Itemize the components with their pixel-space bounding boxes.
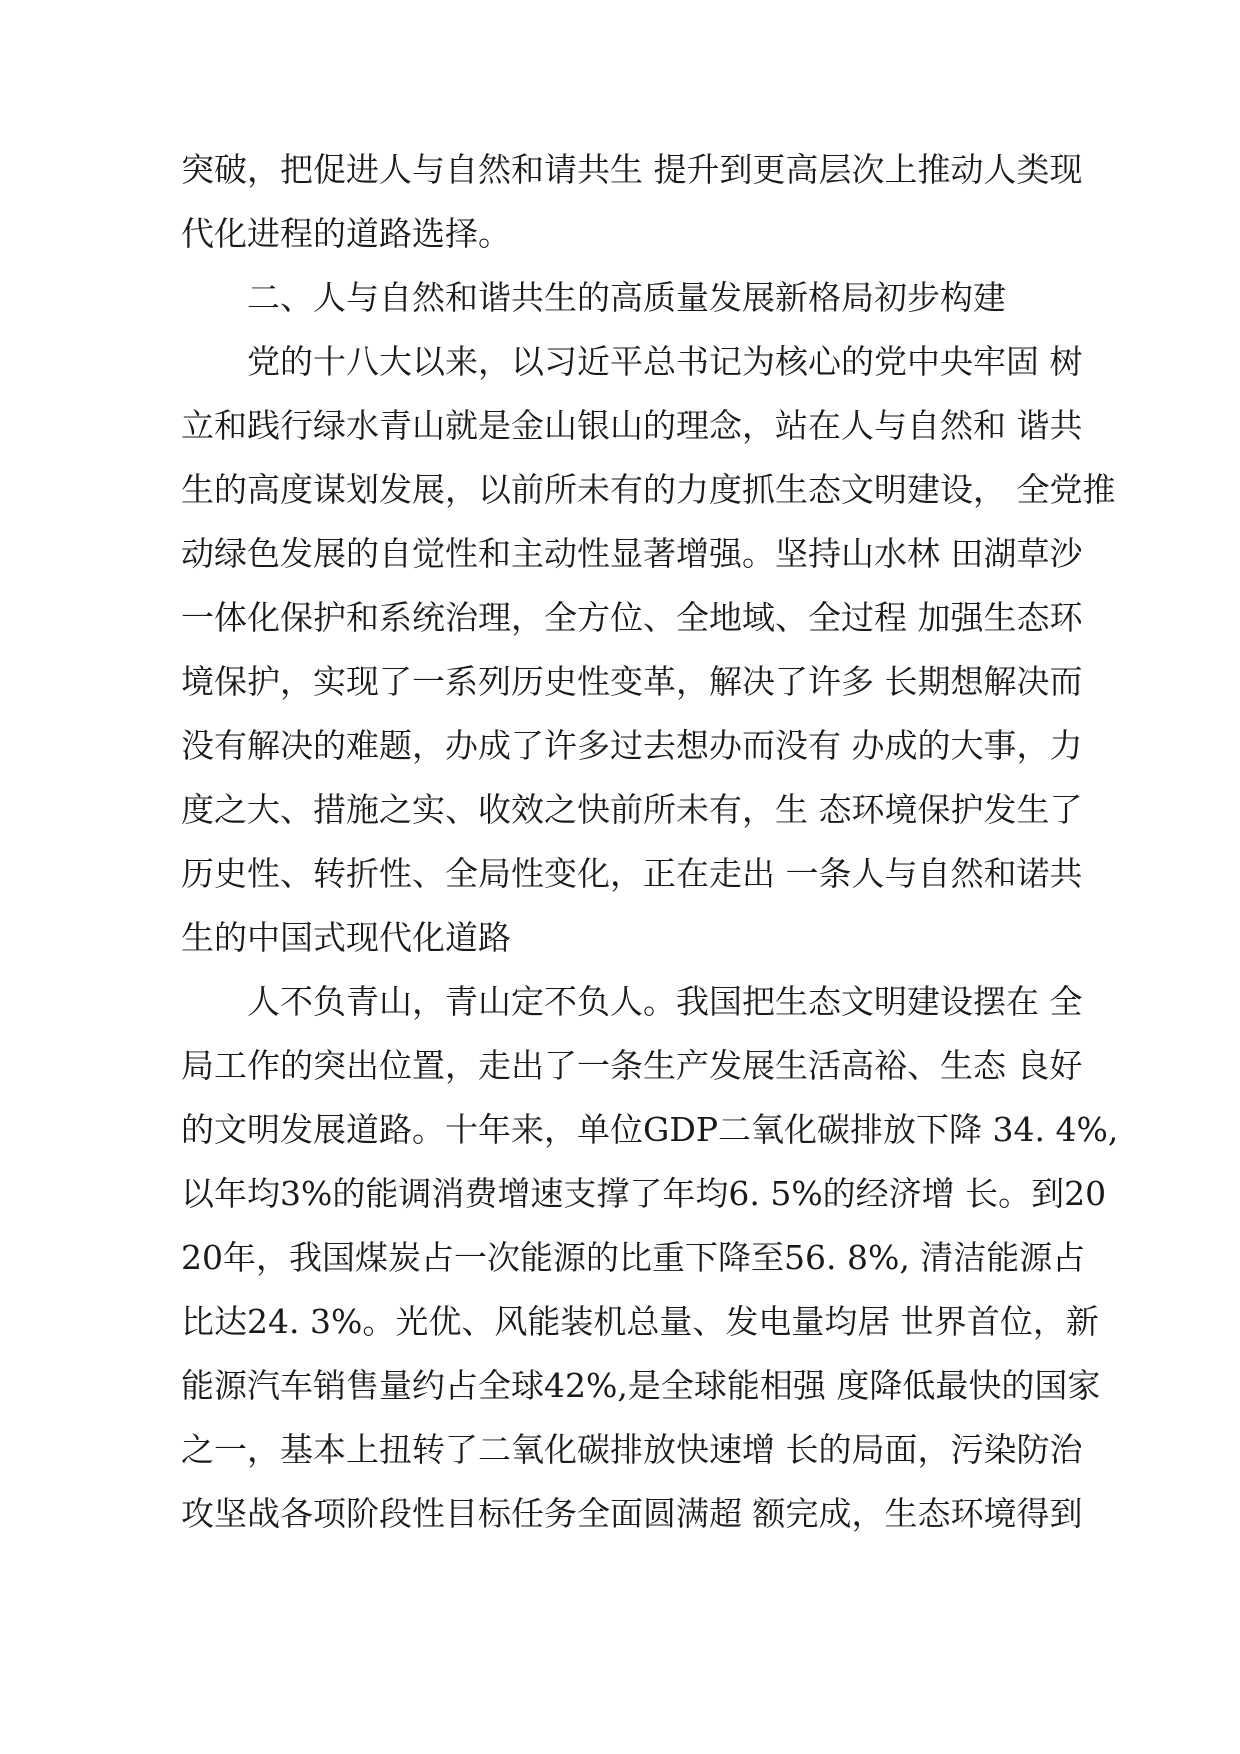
text-line: 生的中国式现代化道路: [181, 918, 511, 957]
text-line: 比达24. 3%。光优、风能装机总量、发电量均居 世界首位，新: [181, 1302, 1099, 1341]
text-line: 20年，我国煤炭占一次能源的比重下降至56. 8%, 清洁能源占: [181, 1238, 1086, 1277]
text-line: 以年均3%的能调消费增速支撑了年均6. 5%的经济增 长。到20: [181, 1174, 1107, 1213]
text-line: 立和践行绿水青山就是金山银山的理念，站在人与自然和 谐共: [181, 406, 1083, 445]
text-line: 没有解决的难题，办成了许多过去想办而没有 办成的大事，力: [181, 726, 1083, 765]
text-line: 的文明发展道路。十年来，单位GDP二氧化碳排放下降 34. 4%,: [181, 1110, 1119, 1149]
text-line: 代化进程的道路选择。: [181, 214, 511, 253]
text-line: 动绿色发展的自觉性和主动性显著增强。坚持山水林 田湖草沙: [181, 534, 1083, 573]
text-line: 局工作的突出位置，走出了一条生产发展生活高裕、生态 良好: [181, 1046, 1083, 1085]
text-line: 能源汽车销售量约占全球42%,是全球能相强 度降低最快的国家: [181, 1366, 1101, 1405]
text-line: 之一，基本上扭转了二氧化碳排放快速增 长的局面，污染防治: [181, 1430, 1083, 1469]
text-line: 攻坚战各项阶段性目标任务全面圆满超 额完成，生态环境得到: [181, 1494, 1083, 1533]
text-line: 一体化保护和系统治理，全方位、全地域、全过程 加强生态环: [181, 598, 1083, 637]
text-line: 境保护，实现了一系列历史性变革，解决了许多 长期想解决而: [181, 662, 1083, 701]
section-heading: 二、人与自然和谐共生的高质量发展新格局初步构建: [247, 278, 1006, 317]
body-text: [181, 138, 1119, 1546]
paragraph-first-line: 人不负青山，青山定不负人。我国把生态文明建设摆在 全: [247, 982, 1083, 1021]
text-line: 生的高度谋划发展，以前所未有的力度抓生态文明建设， 全党推: [181, 470, 1116, 509]
text-line: 历史性、转折性、全局性变化，正在走出 一条人与自然和诺共: [181, 854, 1083, 893]
text-line: 度之大、措施之实、收效之快前所未有，生 态环境保护发生了: [181, 790, 1083, 829]
text-line: 突破，把促进人与自然和请共生 提升到更高层次上推动人类现: [181, 150, 1083, 189]
paragraph-first-line: 党的十八大以来，以习近平总书记为核心的党中央牢固 树: [247, 342, 1083, 381]
